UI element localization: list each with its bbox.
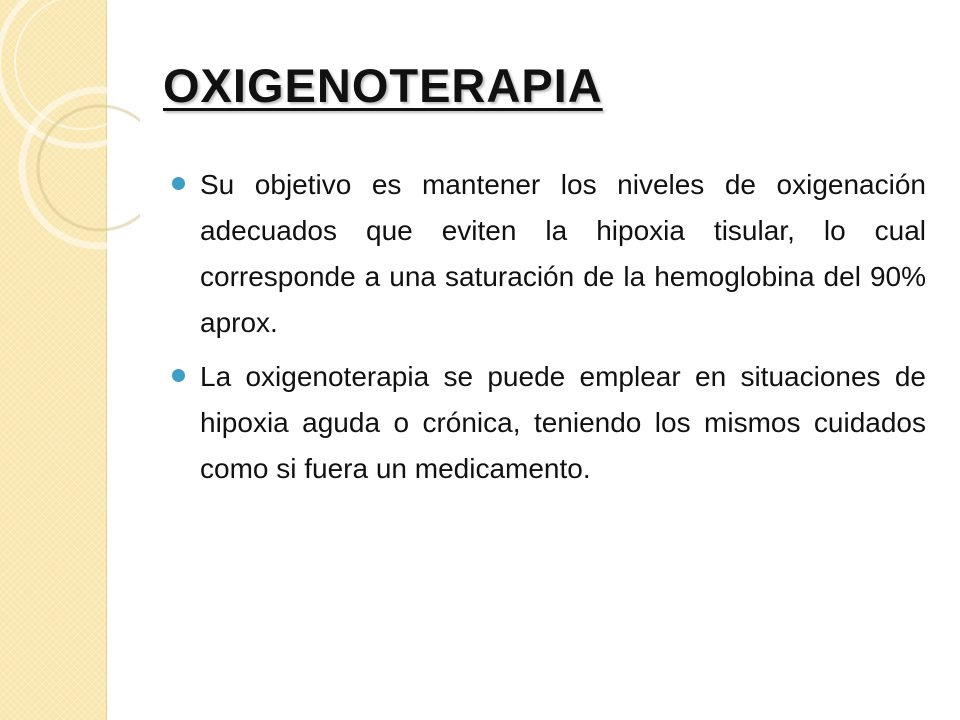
decorative-circle-outer-top xyxy=(0,0,140,146)
bullet-item xyxy=(172,162,926,346)
decorative-circle-inner-bottom xyxy=(38,106,140,230)
decorative-circles xyxy=(0,0,140,260)
bullet-text: Su objetivo es mantener los niveles de oxigenación adecuados que eviten la hipoxia tisular, lo cual corresponde a una saturación de la hemoglobina del 90% aprox. xyxy=(200,169,926,338)
bullet-dot-icon xyxy=(172,177,185,190)
decorative-circle-outer-bottom xyxy=(22,90,140,246)
bullet-dot-icon xyxy=(172,369,185,382)
bullet-list xyxy=(172,162,926,500)
slide-title: OXIGENOTERAPIA xyxy=(163,59,603,112)
bullet-text: La oxigenoterapia se puede emplear en situaciones de hipoxia aguda o crónica, teniendo los mismos cuidados como si fuera un medicamento. xyxy=(200,361,926,484)
bullet-item xyxy=(172,354,926,492)
